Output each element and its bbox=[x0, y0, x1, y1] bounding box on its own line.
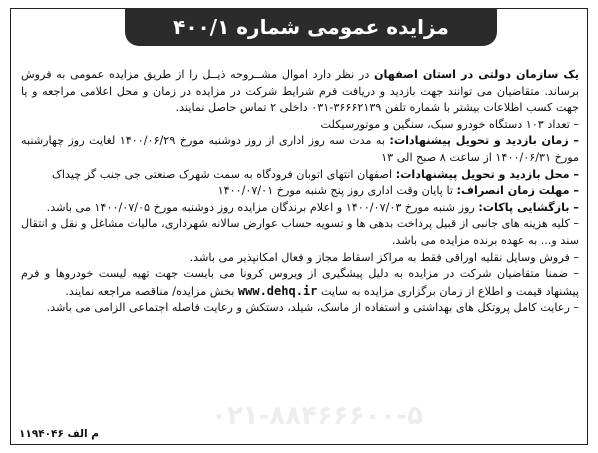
opening-paragraph bbox=[21, 200, 579, 217]
phone-watermark: ۰۲۱-۸۸۴۶۶۶۰۰-۵ bbox=[211, 401, 424, 431]
visit-time-label: – زمان بازدید و تحویل پیشنهادات: bbox=[389, 134, 579, 148]
organization-name: یک سازمان دولتی در استان اصفهان bbox=[374, 68, 580, 81]
visit-time-text: به مدت سه روز اداری از روز دوشنبه مورخ ۱۴۰۰/۰۶/۲۹ لغایت روز چهارشنبه مورخ ۱۴۰۰/۰۶/۳۱ از ساعت ۸ صبح الی ۱۳ bbox=[21, 134, 579, 164]
visit-place-paragraph bbox=[21, 167, 579, 184]
website-link[interactable]: www.dehq.ir bbox=[237, 283, 318, 298]
health-paragraph: – رعایت کامل پروتکل های بهداشتی و استفاده از ماسک، شیلد، دستکش و رعایت فاصله اجتماعی الزامی می باشد. bbox=[46, 301, 579, 315]
withdrawal-label: – مهلت زمان انصراف: bbox=[456, 184, 579, 198]
covid-text-before: – ضمنا متقاضیان شرکت در مزایده به دلیل پیشگیری از ویروس کرونا می بایست جهت تهیه لیست خودروها و فرم پیشنهاد قیمت و اطلاع از زمان برگزاری مزایده به سایت bbox=[21, 267, 579, 298]
withdrawal-text: تا پایان وقت اداری روز پنج شنبه مورخ ۱۴۰۰/۰۷/۰۱ bbox=[217, 184, 457, 198]
sale-note: – فروش وسایل نقلیه اوراقی فقط به مراکز اسقاط مجاز و فعال امکانپذیر می باشد. bbox=[189, 250, 579, 264]
notice-body bbox=[11, 67, 587, 317]
notice-frame bbox=[10, 8, 588, 445]
title-banner bbox=[125, 8, 497, 46]
opening-label: – بازگشایی پاکات: bbox=[478, 200, 579, 214]
notice-title: مزایده عمومی شماره ۴۰۰/۱ bbox=[173, 15, 449, 39]
intro-paragraph bbox=[21, 67, 579, 117]
vehicle-count: – تعداد ۱۰۳ دستگاه خودرو سبک، سنگین و موتورسیکلت bbox=[320, 117, 579, 131]
covid-paragraph bbox=[21, 266, 579, 300]
withdrawal-paragraph bbox=[21, 183, 579, 200]
visit-time-paragraph bbox=[21, 133, 579, 166]
covid-text-after: بخش مزایده/ مناقصه مراجعه نمایند. bbox=[65, 284, 238, 298]
costs-paragraph: – کلیه هزینه های جانبی از قبیل پرداخت بدهی ها و تسویه حساب عوارض سالانه شهرداری، مالیات مشاغل و نقل و انتقال سند و... به عهده برنده مزایده می باشد. bbox=[21, 217, 579, 247]
visit-place-text: اصفهان انتهای اتوبان فرودگاه به سمت شهرک صنعتی جی جنب گز چیداک bbox=[51, 167, 396, 181]
intro-text: در نظر دارد اموال مشــروحه ذیــل را از طریق مزایده عمومی به فروش برساند. متقاضیان می توانند جهت بازدید و دریافت فرم شرایط شرکت در مزایده در زمان و محل اعلامی مراجعه و یا جهت کسب اطلاعات بیشتر با شماره تلفن ۳۶۶۶۲۱۳۹-۰۳۱ داخلی ۲ تماس حاصل نمایند. bbox=[21, 68, 579, 115]
opening-text: روز شنبه مورخ ۱۴۰۰/۰۷/۰۳ و اعلام برندگان مزایده روز دوشنبه مورخ ۱۴۰۰/۰۷/۰۵ می باشد. bbox=[46, 200, 479, 214]
footer-code: م الف ۱۱۹۴۰۴۶ bbox=[19, 428, 99, 440]
visit-place-label: – محل بازدید و تحویل پیشنهادات: bbox=[395, 167, 579, 181]
